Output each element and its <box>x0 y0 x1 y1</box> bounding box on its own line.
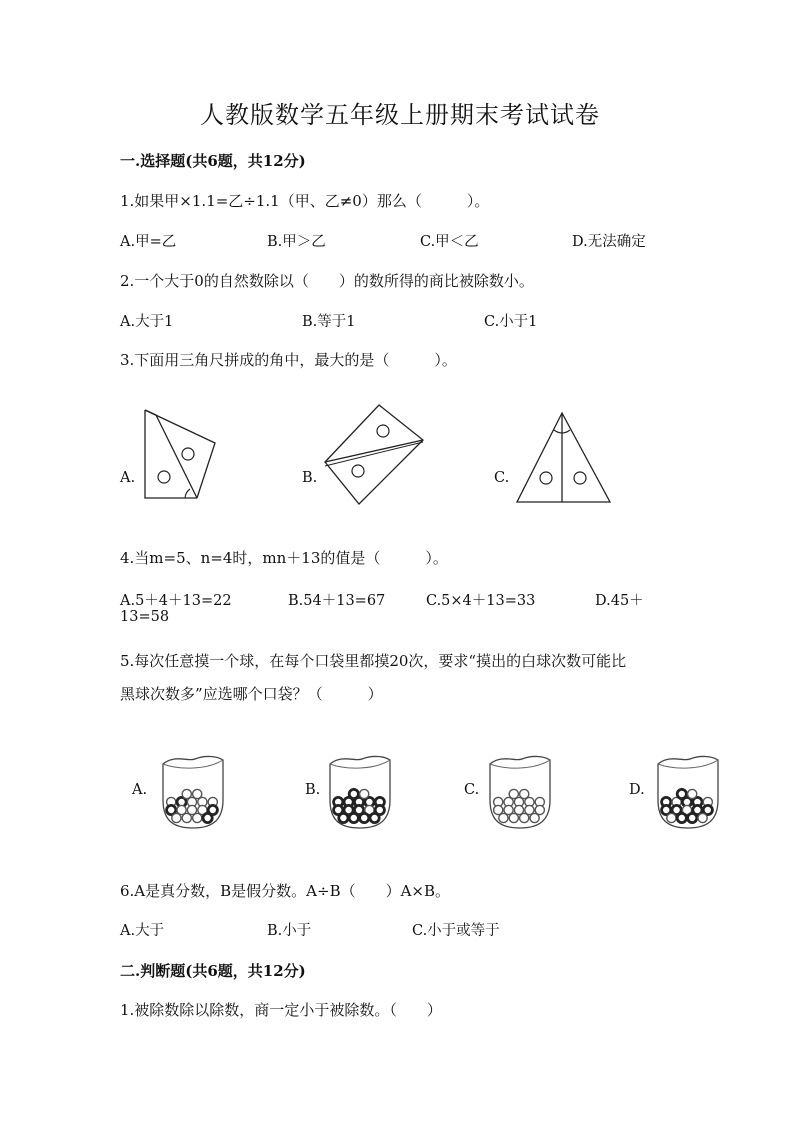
question-4-option-b: B.54＋13=67 <box>288 593 386 609</box>
bag-label-a: A. <box>132 782 148 798</box>
black-ball <box>349 789 358 798</box>
question-4-option-c: C.5×4＋13=33 <box>426 593 536 609</box>
ball-bag-figure-c <box>482 750 557 830</box>
black-ball <box>688 813 697 822</box>
question-2-option-c: C.小于1 <box>484 314 538 330</box>
question-1-option-a: A.甲=乙 <box>120 234 177 250</box>
question-5-stem-line-2: 黑球次数多”应选哪个口袋？（ ） <box>120 685 383 703</box>
triangle-ruler-figure-a <box>140 405 220 505</box>
question-2-option-b: B.等于1 <box>302 314 356 330</box>
question-3-stem: 3.下面用三角尺拼成的角中，最大的是（ ）。 <box>120 351 457 369</box>
question-1-option-b: B.甲＞乙 <box>267 234 326 250</box>
question-5-stem-line-1: 5.每次任意摸一个球，在每个口袋里都摸20次，要求“摸出的白球次数可能比 <box>120 652 627 670</box>
question-4-option-d-continued: 13=58 <box>120 609 170 625</box>
question-1-option-c: C.甲＜乙 <box>420 234 479 250</box>
question-4-option-a: A.5＋4＋13=22 <box>120 593 232 609</box>
section-heading-judgement: 二.判断题(共6题，共12分) <box>120 962 306 980</box>
triangle-ruler-figure-b <box>315 400 430 510</box>
black-ball <box>370 813 379 822</box>
bag-label-b: B. <box>305 782 321 798</box>
judgement-question-1-stem: 1.被除数除以除数，商一定小于被除数。（ ） <box>120 1001 442 1019</box>
black-ball <box>339 813 348 822</box>
figure-label-a: A. <box>120 470 136 486</box>
white-ball <box>530 813 539 822</box>
question-4-stem: 4.当m=5、n=4时，mn＋13的值是（ ）。 <box>120 549 448 567</box>
figure-label-b: B. <box>302 470 318 486</box>
white-ball <box>182 813 191 822</box>
white-ball <box>520 789 529 798</box>
white-ball <box>667 813 676 822</box>
question-2-stem: 2.一个大于0的自然数除以（ ）的数所得的商比被除数小。 <box>120 272 534 290</box>
black-ball <box>677 813 686 822</box>
question-6-option-b: B.小于 <box>267 923 312 939</box>
white-ball <box>193 789 202 798</box>
bag-label-c: C. <box>464 782 480 798</box>
triangle-ruler-figure-c <box>512 408 617 508</box>
figure-label-c: C. <box>494 470 510 486</box>
page-title: 人教版数学五年级上册期末考试试卷 <box>200 101 600 129</box>
question-1-stem: 1.如果甲×1.1=乙÷1.1（甲、乙≠0）那么（ ）。 <box>120 192 490 210</box>
white-ball <box>193 813 202 822</box>
ball-bag-figure-b <box>322 750 397 830</box>
question-6-stem: 6.A是真分数，B是假分数。A÷B（ ）A×B。 <box>120 882 451 900</box>
black-ball <box>203 813 212 822</box>
white-ball <box>520 813 529 822</box>
black-ball <box>677 789 686 798</box>
question-4-option-d: D.45＋ <box>595 593 644 609</box>
ball-bag-figure-d <box>650 750 725 830</box>
white-ball <box>688 789 697 798</box>
question-6-option-a: A.大于 <box>120 923 165 939</box>
white-ball <box>360 789 369 798</box>
ball-bag-figure-a <box>155 750 230 830</box>
white-ball <box>698 813 707 822</box>
white-ball <box>509 789 518 798</box>
section-heading-choice: 一.选择题(共6题，共12分) <box>120 152 306 170</box>
question-2-option-a: A.大于1 <box>120 314 174 330</box>
bag-label-d: D. <box>629 782 645 798</box>
black-ball <box>349 813 358 822</box>
white-ball <box>182 789 191 798</box>
white-ball <box>509 813 518 822</box>
white-ball <box>172 813 181 822</box>
question-6-option-c: C.小于或等于 <box>412 923 500 939</box>
white-ball <box>499 813 508 822</box>
black-ball <box>360 813 369 822</box>
question-1-option-d: D.无法确定 <box>572 234 646 250</box>
